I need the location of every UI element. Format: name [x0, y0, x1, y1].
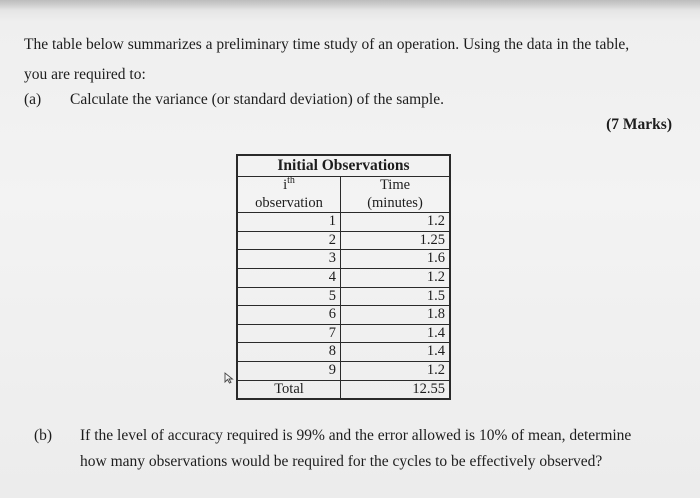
table-row [237, 324, 450, 343]
observation-time: 1.4 [341, 324, 451, 343]
observations-table [236, 154, 451, 400]
observation-time: 1.2 [341, 213, 451, 232]
table-row [237, 306, 450, 325]
observation-time: 1.6 [341, 250, 451, 269]
table-row [237, 268, 450, 287]
part-b-line-1: If the level of accuracy required is 99% and the error allowed is 10% of mean, determine [80, 427, 632, 444]
page-shadow [0, 0, 700, 10]
col-observation-header: $i^{th}$ [237, 177, 341, 195]
col-observation-subheader: observation [237, 195, 341, 213]
table-title: Initial Observations [237, 155, 450, 177]
table-row [237, 361, 450, 380]
observation-number: 8 [237, 343, 341, 362]
observation-time: 1.25 [341, 231, 451, 250]
observation-number: 7 [237, 324, 341, 343]
observation-time: 1.4 [341, 343, 451, 362]
table-row [237, 213, 450, 232]
observation-number: 6 [237, 306, 341, 325]
observation-number: 9 [237, 361, 341, 380]
observation-time: 1.2 [341, 268, 451, 287]
part-a-label: (a) [24, 91, 42, 108]
observation-number: 1 [237, 213, 341, 232]
observation-number: 3 [237, 250, 341, 269]
table-row [237, 231, 450, 250]
part-b-line-2: how many observations would be required for the cycles to be effectively observed? [80, 453, 603, 470]
col-time-header: Time [341, 177, 451, 195]
pointer-cursor-icon [224, 372, 234, 384]
table-row [237, 250, 450, 269]
col-time-unit: (minutes) [341, 195, 451, 213]
observation-time: 1.5 [341, 287, 451, 306]
intro-line-1: The table below summarizes a preliminary time study of an operation. Using the data in the table, [24, 36, 630, 53]
total-value: 12.55 [341, 380, 451, 399]
part-a-marks: (7 Marks) [606, 116, 672, 133]
observation-number: 2 [237, 231, 341, 250]
observation-time: 1.2 [341, 361, 451, 380]
intro-line-2: you are required to: [24, 66, 146, 83]
part-a-question: Calculate the variance (or standard deviation) of the sample. [70, 91, 444, 108]
table-row [237, 343, 450, 362]
observation-number: 5 [237, 287, 341, 306]
table-row [237, 287, 450, 306]
observation-number: 4 [237, 268, 341, 287]
total-label: Total [237, 380, 341, 399]
observation-time: 1.8 [341, 306, 451, 325]
part-b-label: (b) [34, 427, 53, 444]
